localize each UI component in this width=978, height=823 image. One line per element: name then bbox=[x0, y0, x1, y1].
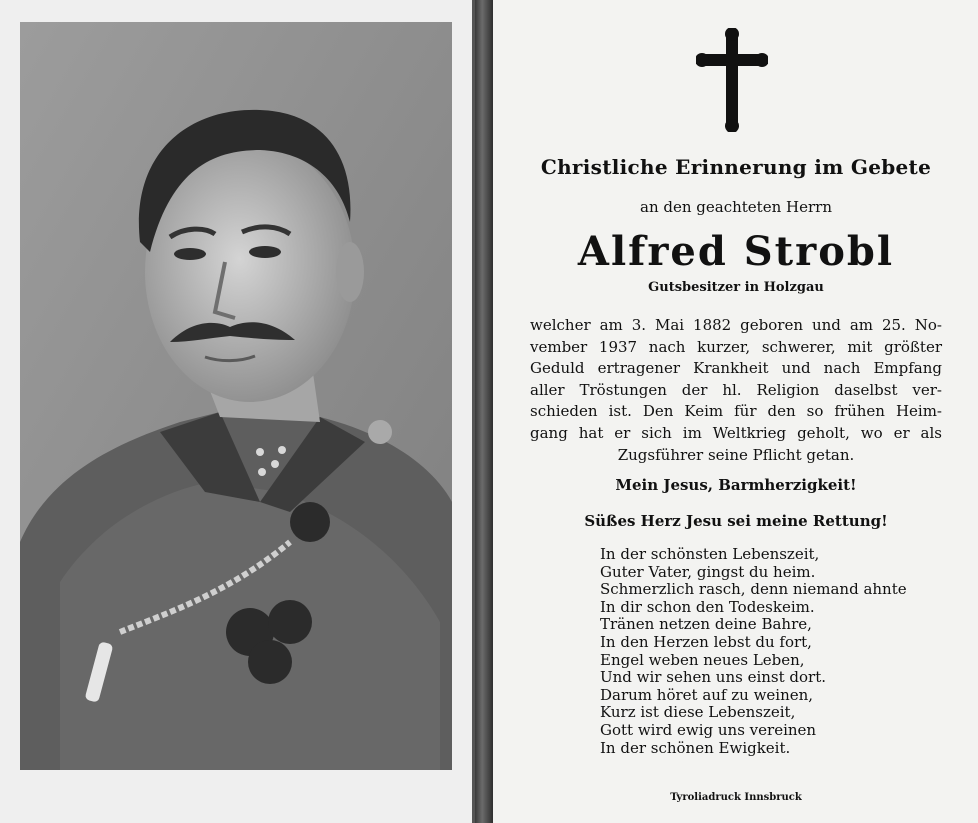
poem-line: Gott wird ewig uns vereinen bbox=[600, 720, 817, 739]
bio-line: Zugsführer seine Pflicht getan. bbox=[617, 445, 855, 464]
poem-line: Darum höret auf zu weinen, bbox=[600, 685, 814, 704]
poem-line: In der schönsten Lebenszeit, bbox=[600, 545, 820, 563]
poem-line: Schmerzlich rasch, denn niemand ahnte bbox=[600, 580, 907, 599]
bio-line: schieden ist. Den Keim für den so frühen Heim- bbox=[530, 402, 942, 421]
prayer-line-2: Süßes Herz Jesu sei meine Rettung! bbox=[584, 512, 888, 530]
memorial-poem bbox=[600, 546, 950, 757]
cross-icon bbox=[696, 28, 768, 132]
printer-imprint: Tyroliadruck Innsbruck bbox=[670, 792, 802, 803]
bio-line: welcher am 3. Mai 1882 geboren und am 25. No- bbox=[530, 316, 942, 334]
poem-line: Und wir sehen uns einst dort. bbox=[600, 668, 827, 687]
bio-line: gang hat er sich im Weltkrieg geholt, wo er als bbox=[530, 423, 942, 442]
poem-line: In dir schon den Todeskeim. bbox=[600, 597, 815, 616]
memorial-subheading: an den geachteten Herrn bbox=[640, 198, 832, 216]
bio-line: Geduld ertragener Krankheit und nach Empfang bbox=[530, 359, 942, 378]
poem-line: Kurz ist diese Lebenszeit, bbox=[600, 703, 796, 722]
bio-line: vember 1937 nach kurzer, schwerer, mit größter bbox=[530, 337, 942, 356]
biography-paragraph bbox=[530, 315, 942, 466]
card-fold bbox=[475, 0, 493, 823]
bio-line: aller Tröstungen der hl. Religion daselbst ver- bbox=[530, 380, 942, 399]
portrait-photo bbox=[20, 22, 452, 770]
poem-line: Engel weben neues Leben, bbox=[600, 650, 805, 669]
poem-line: Guter Vater, gingst du heim. bbox=[600, 562, 816, 581]
poem-line: Tränen netzen deine Bahre, bbox=[600, 615, 812, 634]
portrait-card bbox=[0, 0, 475, 823]
portrait-illustration bbox=[20, 22, 452, 770]
prayer-line-1: Mein Jesus, Barmherzigkeit! bbox=[615, 476, 857, 494]
poem-line: In den Herzen lebst du fort, bbox=[600, 632, 812, 651]
memorial-heading: Christliche Erinnerung im Gebete bbox=[540, 155, 932, 179]
poem-line: In der schönen Ewigkeit. bbox=[600, 738, 791, 757]
deceased-occupation: Gutsbesitzer in Holzgau bbox=[648, 280, 824, 295]
deceased-name: Alfred Strobl bbox=[577, 228, 895, 275]
